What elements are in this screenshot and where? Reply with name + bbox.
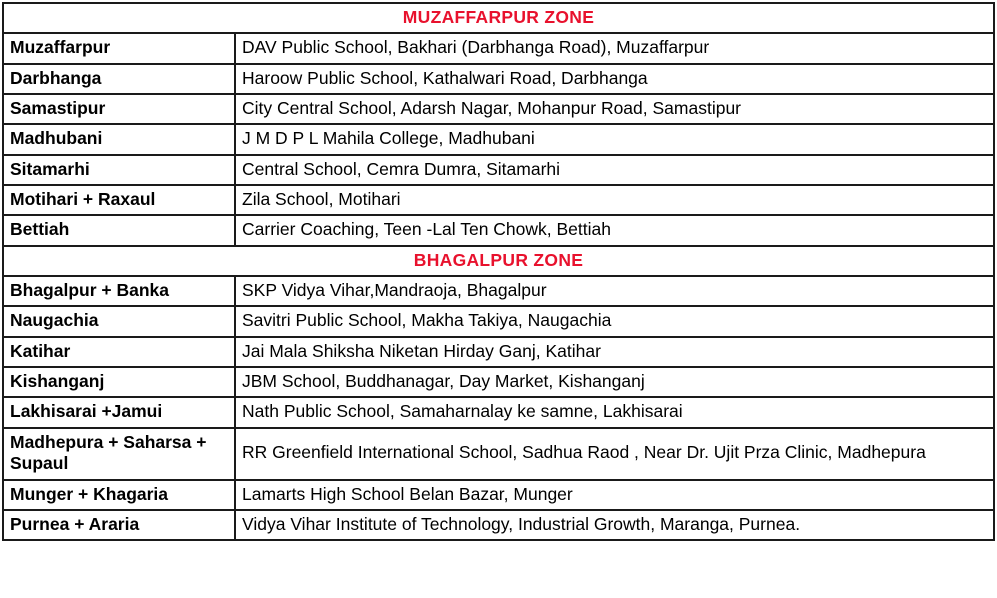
table-row <box>3 337 994 367</box>
venue-cell: City Central School, Adarsh Nagar, Mohanpur Road, Samastipur <box>235 94 994 124</box>
city-cell: Lakhisarai +Jamui <box>3 397 235 427</box>
venue-cell: RR Greenfield International School, Sadhua Raod , Near Dr. Ujit Prza Clinic, Madhepura <box>235 428 994 480</box>
table-row <box>3 397 994 427</box>
table-row <box>3 367 994 397</box>
venue-cell: SKP Vidya Vihar,Mandraoja, Bhagalpur <box>235 276 994 306</box>
venue-cell: Haroow Public School, Kathalwari Road, Darbhanga <box>235 64 994 94</box>
zone-header-row <box>3 3 994 33</box>
venue-cell: DAV Public School, Bakhari (Darbhanga Road), Muzaffarpur <box>235 33 994 63</box>
table-row <box>3 155 994 185</box>
city-cell: Samastipur <box>3 94 235 124</box>
table-row <box>3 480 994 510</box>
city-cell: Katihar <box>3 337 235 367</box>
city-cell: Naugachia <box>3 306 235 336</box>
city-cell: Darbhanga <box>3 64 235 94</box>
zone-title: MUZAFFARPUR ZONE <box>3 3 994 33</box>
zone-title: BHAGALPUR ZONE <box>3 246 994 276</box>
city-cell: Madhepura + Saharsa + Supaul <box>3 428 235 480</box>
venue-cell: Nath Public School, Samaharnalay ke samne, Lakhisarai <box>235 397 994 427</box>
exam-centre-table <box>2 2 995 541</box>
table-row <box>3 215 994 245</box>
table-row <box>3 306 994 336</box>
city-cell: Motihari + Raxaul <box>3 185 235 215</box>
table-row <box>3 94 994 124</box>
venue-cell: Zila School, Motihari <box>235 185 994 215</box>
venue-cell: Lamarts High School Belan Bazar, Munger <box>235 480 994 510</box>
venue-cell: Carrier Coaching, Teen -Lal Ten Chowk, Bettiah <box>235 215 994 245</box>
venue-cell: Central School, Cemra Dumra, Sitamarhi <box>235 155 994 185</box>
city-cell: Munger + Khagaria <box>3 480 235 510</box>
table-row <box>3 185 994 215</box>
city-cell: Kishanganj <box>3 367 235 397</box>
table-row <box>3 33 994 63</box>
city-cell: Purnea + Araria <box>3 510 235 540</box>
venue-cell: J M D P L Mahila College, Madhubani <box>235 124 994 154</box>
venue-cell: Savitri Public School, Makha Takiya, Naugachia <box>235 306 994 336</box>
table-row <box>3 510 994 540</box>
venue-cell: Jai Mala Shiksha Niketan Hirday Ganj, Katihar <box>235 337 994 367</box>
venue-cell: JBM School, Buddhanagar, Day Market, Kishanganj <box>235 367 994 397</box>
table-row <box>3 64 994 94</box>
table-row <box>3 276 994 306</box>
zone-header-row <box>3 246 994 276</box>
city-cell: Bettiah <box>3 215 235 245</box>
city-cell: Sitamarhi <box>3 155 235 185</box>
venue-cell: Vidya Vihar Institute of Technology, Industrial Growth, Maranga, Purnea. <box>235 510 994 540</box>
centre-list-sheet <box>0 2 997 598</box>
city-cell: Madhubani <box>3 124 235 154</box>
city-cell: Muzaffarpur <box>3 33 235 63</box>
table-row <box>3 124 994 154</box>
city-cell: Bhagalpur + Banka <box>3 276 235 306</box>
table-row <box>3 428 994 480</box>
